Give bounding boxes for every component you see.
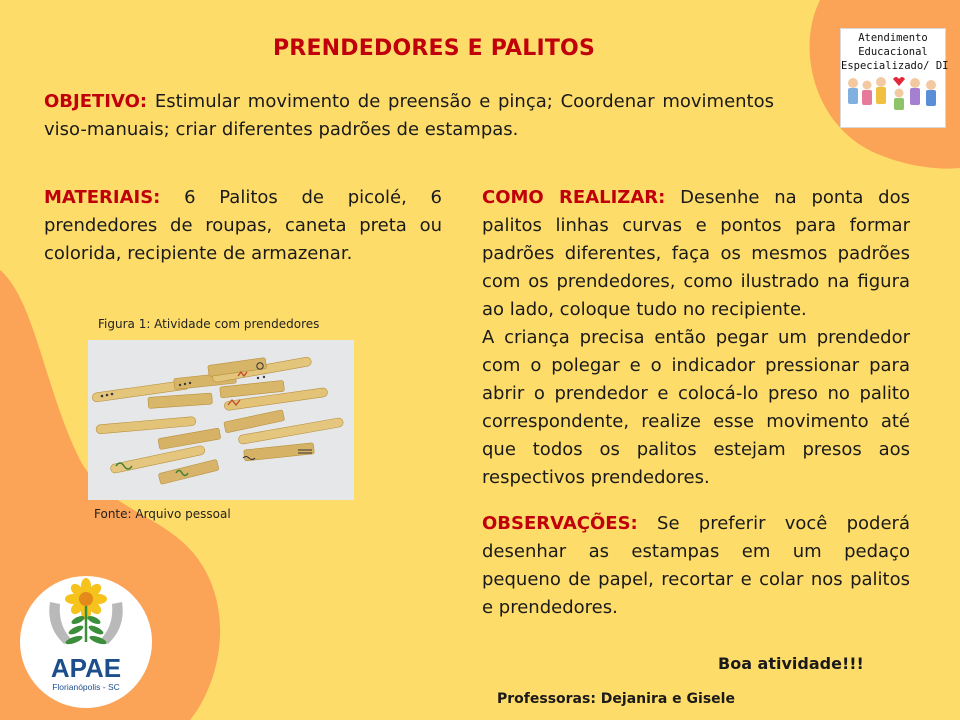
badge-line-3: Especializado/ DI	[841, 60, 949, 72]
teachers-credit: Professoras: Dejanira e Gisele	[497, 691, 735, 707]
materials-text: 6 Palitos de picolé, 6 prendedores de roupas, caneta preta ou colorida, recipiente de armazenar.	[44, 187, 442, 264]
objective-section	[44, 88, 774, 144]
objective-text: Estimular movimento de preensão e pinça; Coordenar movimentos viso-manuais; criar diferentes padrões de estampas.	[44, 91, 774, 140]
apae-logo	[18, 572, 154, 712]
badge-line-2: Educacional	[858, 46, 928, 58]
how-to-text-2: A criança precisa então pegar um prendedor com o polegar e o indicador pressionar para abrir o prendedor e colocá-lo preso no palito correspondente, realize esse movimento até que todos os palitos estejam presos aos respectivos prendedores.	[482, 327, 910, 488]
aee-badge	[840, 28, 949, 128]
materials-label: MATERIAIS:	[44, 187, 161, 208]
apae-logo-city: Florianópolis - SC	[52, 682, 120, 692]
figure-caption: Figura 1: Atividade com prendedores	[98, 317, 320, 331]
badge-line-1: Atendimento	[858, 32, 928, 44]
children-illustration	[843, 73, 943, 117]
objective-label: OBJETIVO:	[44, 91, 148, 112]
observations-section	[482, 510, 910, 622]
how-to-text: Desenhe na ponta dos palitos linhas curvas e pontos para formar padrões diferentes, faça os mesmos padrões com os prendedores, como ilustrado na figura ao lado, coloque tudo no recipiente.	[482, 187, 910, 320]
how-to-section	[482, 184, 910, 492]
materials-section	[44, 184, 442, 268]
closing-message: Boa atividade!!!	[718, 654, 864, 673]
how-to-label: COMO REALIZAR:	[482, 187, 666, 208]
apae-logo-name: APAE	[50, 653, 122, 683]
page-title: PRENDEDORES E PALITOS	[272, 36, 595, 61]
figure-source: Fonte: Arquivo pessoal	[94, 507, 231, 521]
activity-photo	[88, 340, 354, 500]
observations-text: Se preferir você poderá desenhar as estampas em um pedaço pequeno de papel, recortar e colar nos palitos e prendedores.	[482, 513, 910, 618]
observations-label: OBSERVAÇÕES:	[482, 513, 638, 534]
